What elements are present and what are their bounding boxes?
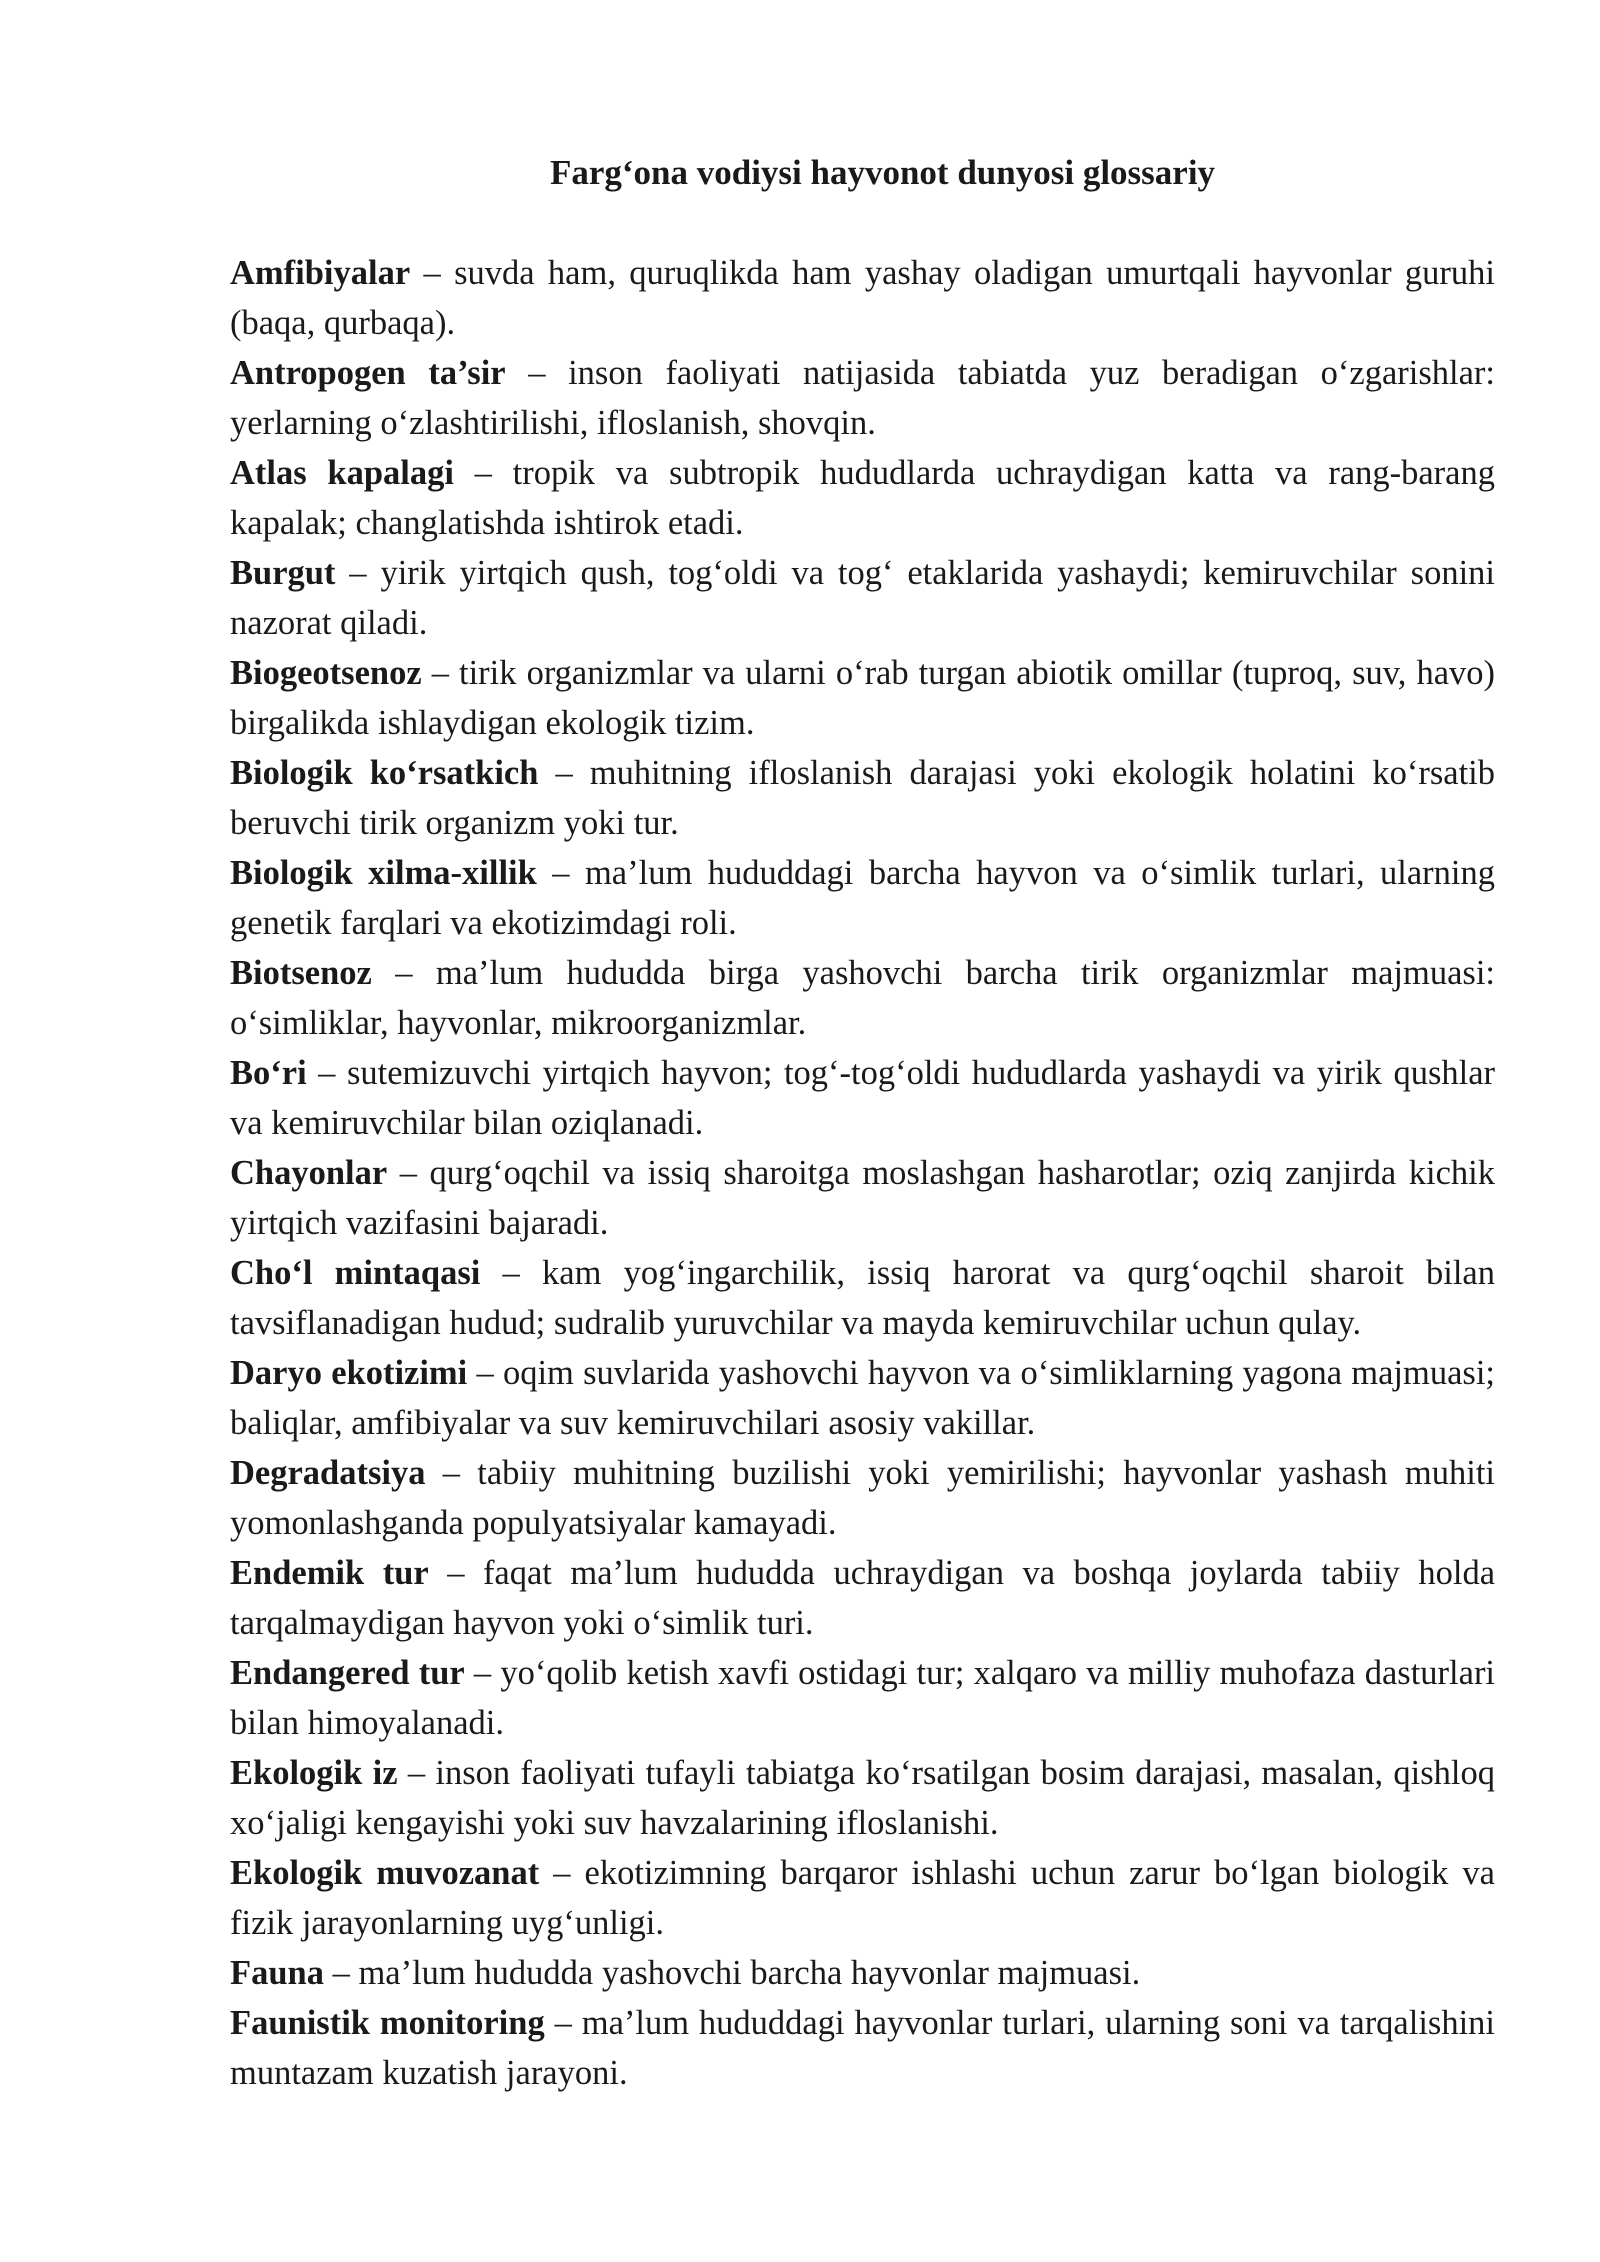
term-separator: –	[421, 654, 460, 692]
glossary-term: Biogeotsenoz	[230, 654, 422, 692]
glossary-definition: yirik yirtqich qush, tog‘oldi va tog‘ etaklarida yashaydi; kemiruvchilar sonini nazorat qiladi.	[230, 554, 1496, 642]
glossary-entry	[230, 948, 1495, 1048]
glossary-term: Daryo ekotizimi	[230, 1354, 468, 1392]
glossary-entry	[230, 1648, 1495, 1748]
term-separator: –	[453, 454, 513, 492]
glossary-entry	[230, 1748, 1495, 1848]
glossary-entry	[230, 1348, 1495, 1448]
glossary-term: Endemik tur	[230, 1554, 429, 1592]
glossary-definition: ma’lum hududda birga yashovchi barcha tirik organizmlar majmuasi: o‘simliklar, hayvonlar, mikroorganizmlar.	[230, 954, 1496, 1042]
glossary-definition: inson faoliyati tufayli tabiatga ko‘rsatilgan bosim darajasi, masalan, qishloq xo‘jaligi kengayishi yoki suv havzalarining ifloslanishi.	[230, 1754, 1495, 1842]
glossary-term: Bo‘ri	[230, 1054, 307, 1092]
glossary-entry	[230, 548, 1495, 648]
term-separator: –	[425, 1454, 478, 1492]
glossary-entry	[230, 348, 1495, 448]
glossary-term: Ekologik iz	[230, 1754, 398, 1792]
glossary-term: Chayonlar	[230, 1154, 388, 1192]
glossary-term: Biologik ko‘rsatkich	[230, 754, 539, 792]
term-separator: –	[387, 1154, 430, 1192]
glossary-definition: ma’lum hududda yashovchi barcha hayvonlar majmuasi.	[358, 1954, 1141, 1992]
glossary-term: Ekologik muvozanat	[230, 1854, 540, 1892]
term-separator: –	[306, 1054, 347, 1092]
glossary-definition: ma’lum hududdagi hayvonlar turlari, ularning soni va tarqalishini muntazam kuzatish jarayoni.	[230, 2004, 1496, 2092]
glossary-term: Fauna	[230, 1954, 324, 1992]
term-separator: –	[467, 1354, 503, 1392]
glossary-definition: oqim suvlarida yashovchi hayvon va o‘simliklarning yagona majmuasi; baliqlar, amfibiyalar va suv kemiruvchilari asosiy vakillar.	[230, 1354, 1495, 1442]
glossary-term: Biologik xilma-xillik	[230, 854, 537, 892]
document-page	[230, 148, 1495, 2098]
glossary-definition: tirik organizmlar va ularni o‘rab turgan abiotik omillar (tuproq, suv, havo) birgalikda ishlaydigan ekologik tizim.	[230, 654, 1495, 742]
glossary-list	[230, 248, 1495, 2098]
glossary-term: Amfibiyalar	[230, 254, 411, 292]
term-separator: –	[410, 254, 455, 292]
glossary-definition: suvda ham, quruqlikda ham yashay oladigan umurtqali hayvonlar guruhi (baqa, qurbaqa).	[230, 254, 1495, 342]
term-separator: –	[536, 854, 585, 892]
term-separator: –	[505, 354, 569, 392]
glossary-entry	[230, 1948, 1495, 1998]
glossary-definition: kam yog‘ingarchilik, issiq harorat va qurg‘oqchil sharoit bilan tavsiflanadigan hudud; sudralib yuruvchilar va mayda kemiruvchilar uchun qulay.	[230, 1254, 1495, 1342]
glossary-entry	[230, 1548, 1495, 1648]
term-separator: –	[480, 1254, 543, 1292]
term-separator: –	[428, 1554, 483, 1592]
glossary-term: Biotsenoz	[230, 954, 372, 992]
document-title: Farg‘ona vodiysi hayvonot dunyosi glossariy	[549, 153, 1216, 192]
glossary-definition: qurg‘oqchil va issiq sharoitga moslashgan hasharotlar; oziq zanjirda kichik yirtqich vazifasini bajaradi.	[230, 1154, 1496, 1242]
glossary-term: Degradatsiya	[230, 1454, 426, 1492]
glossary-entry	[230, 748, 1495, 848]
glossary-term: Atlas kapalagi	[230, 454, 454, 492]
glossary-entry	[230, 248, 1495, 348]
glossary-term: Burgut	[230, 554, 336, 592]
term-separator: –	[539, 1854, 585, 1892]
glossary-definition: sutemizuvchi yirtqich hayvon; tog‘-tog‘oldi hududlarda yashaydi va yirik qushlar va kemiruvchilar bilan oziqlanadi.	[230, 1054, 1496, 1142]
glossary-term: Endangered tur	[230, 1654, 465, 1692]
glossary-definition: tropik va subtropik hududlarda uchraydigan katta va rang-barang kapalak; changlatishda ishtirok etadi.	[230, 454, 1495, 542]
glossary-entry	[230, 1148, 1495, 1248]
glossary-term: Cho‘l mintaqasi	[230, 1254, 481, 1292]
term-separator: –	[323, 1954, 359, 1992]
glossary-entry	[230, 1848, 1495, 1948]
term-separator: –	[464, 1654, 501, 1692]
glossary-definition: faqat ma’lum hududda uchraydigan va boshqa joylarda tabiiy holda tarqalmaydigan hayvon yoki o‘simlik turi.	[230, 1554, 1496, 1642]
term-separator: –	[397, 1754, 436, 1792]
glossary-definition: muhitning ifloslanish darajasi yoki ekologik holatini ko‘rsatib beruvchi tirik organizm yoki tur.	[230, 754, 1496, 842]
glossary-entry	[230, 648, 1495, 748]
glossary-term: Faunistik monitoring	[230, 2004, 545, 2042]
glossary-entry	[230, 1248, 1495, 1348]
term-separator: –	[544, 2004, 582, 2042]
glossary-entry	[230, 1448, 1495, 1548]
glossary-entry	[230, 848, 1495, 948]
term-separator: –	[538, 754, 590, 792]
glossary-definition: ma’lum hududdagi barcha hayvon va o‘simlik turlari, ularning genetik farqlari va ekotizimdagi roli.	[230, 854, 1495, 942]
glossary-term: Antropogen ta’sir	[230, 354, 506, 392]
glossary-definition: inson faoliyati natijasida tabiatda yuz beradigan o‘zgarishlar: yerlarning o‘zlashtirilishi, ifloslanish, shovqin.	[230, 354, 1496, 442]
glossary-definition: yo‘qolib ketish xavfi ostidagi tur; xalqaro va milliy muhofaza dasturlari bilan himoyalanadi.	[230, 1654, 1496, 1742]
glossary-definition: ekotizimning barqaror ishlashi uchun zarur bo‘lgan biologik va fizik jarayonlarning uyg‘unligi.	[230, 1854, 1495, 1942]
glossary-entry	[230, 448, 1495, 548]
term-separator: –	[335, 554, 381, 592]
glossary-entry	[230, 1048, 1495, 1148]
glossary-definition: tabiiy muhitning buzilishi yoki yemirilishi; hayvonlar yashash muhiti yomonlashganda populyatsiyalar kamayadi.	[230, 1454, 1496, 1542]
term-separator: –	[371, 954, 436, 992]
glossary-entry	[230, 1998, 1495, 2098]
